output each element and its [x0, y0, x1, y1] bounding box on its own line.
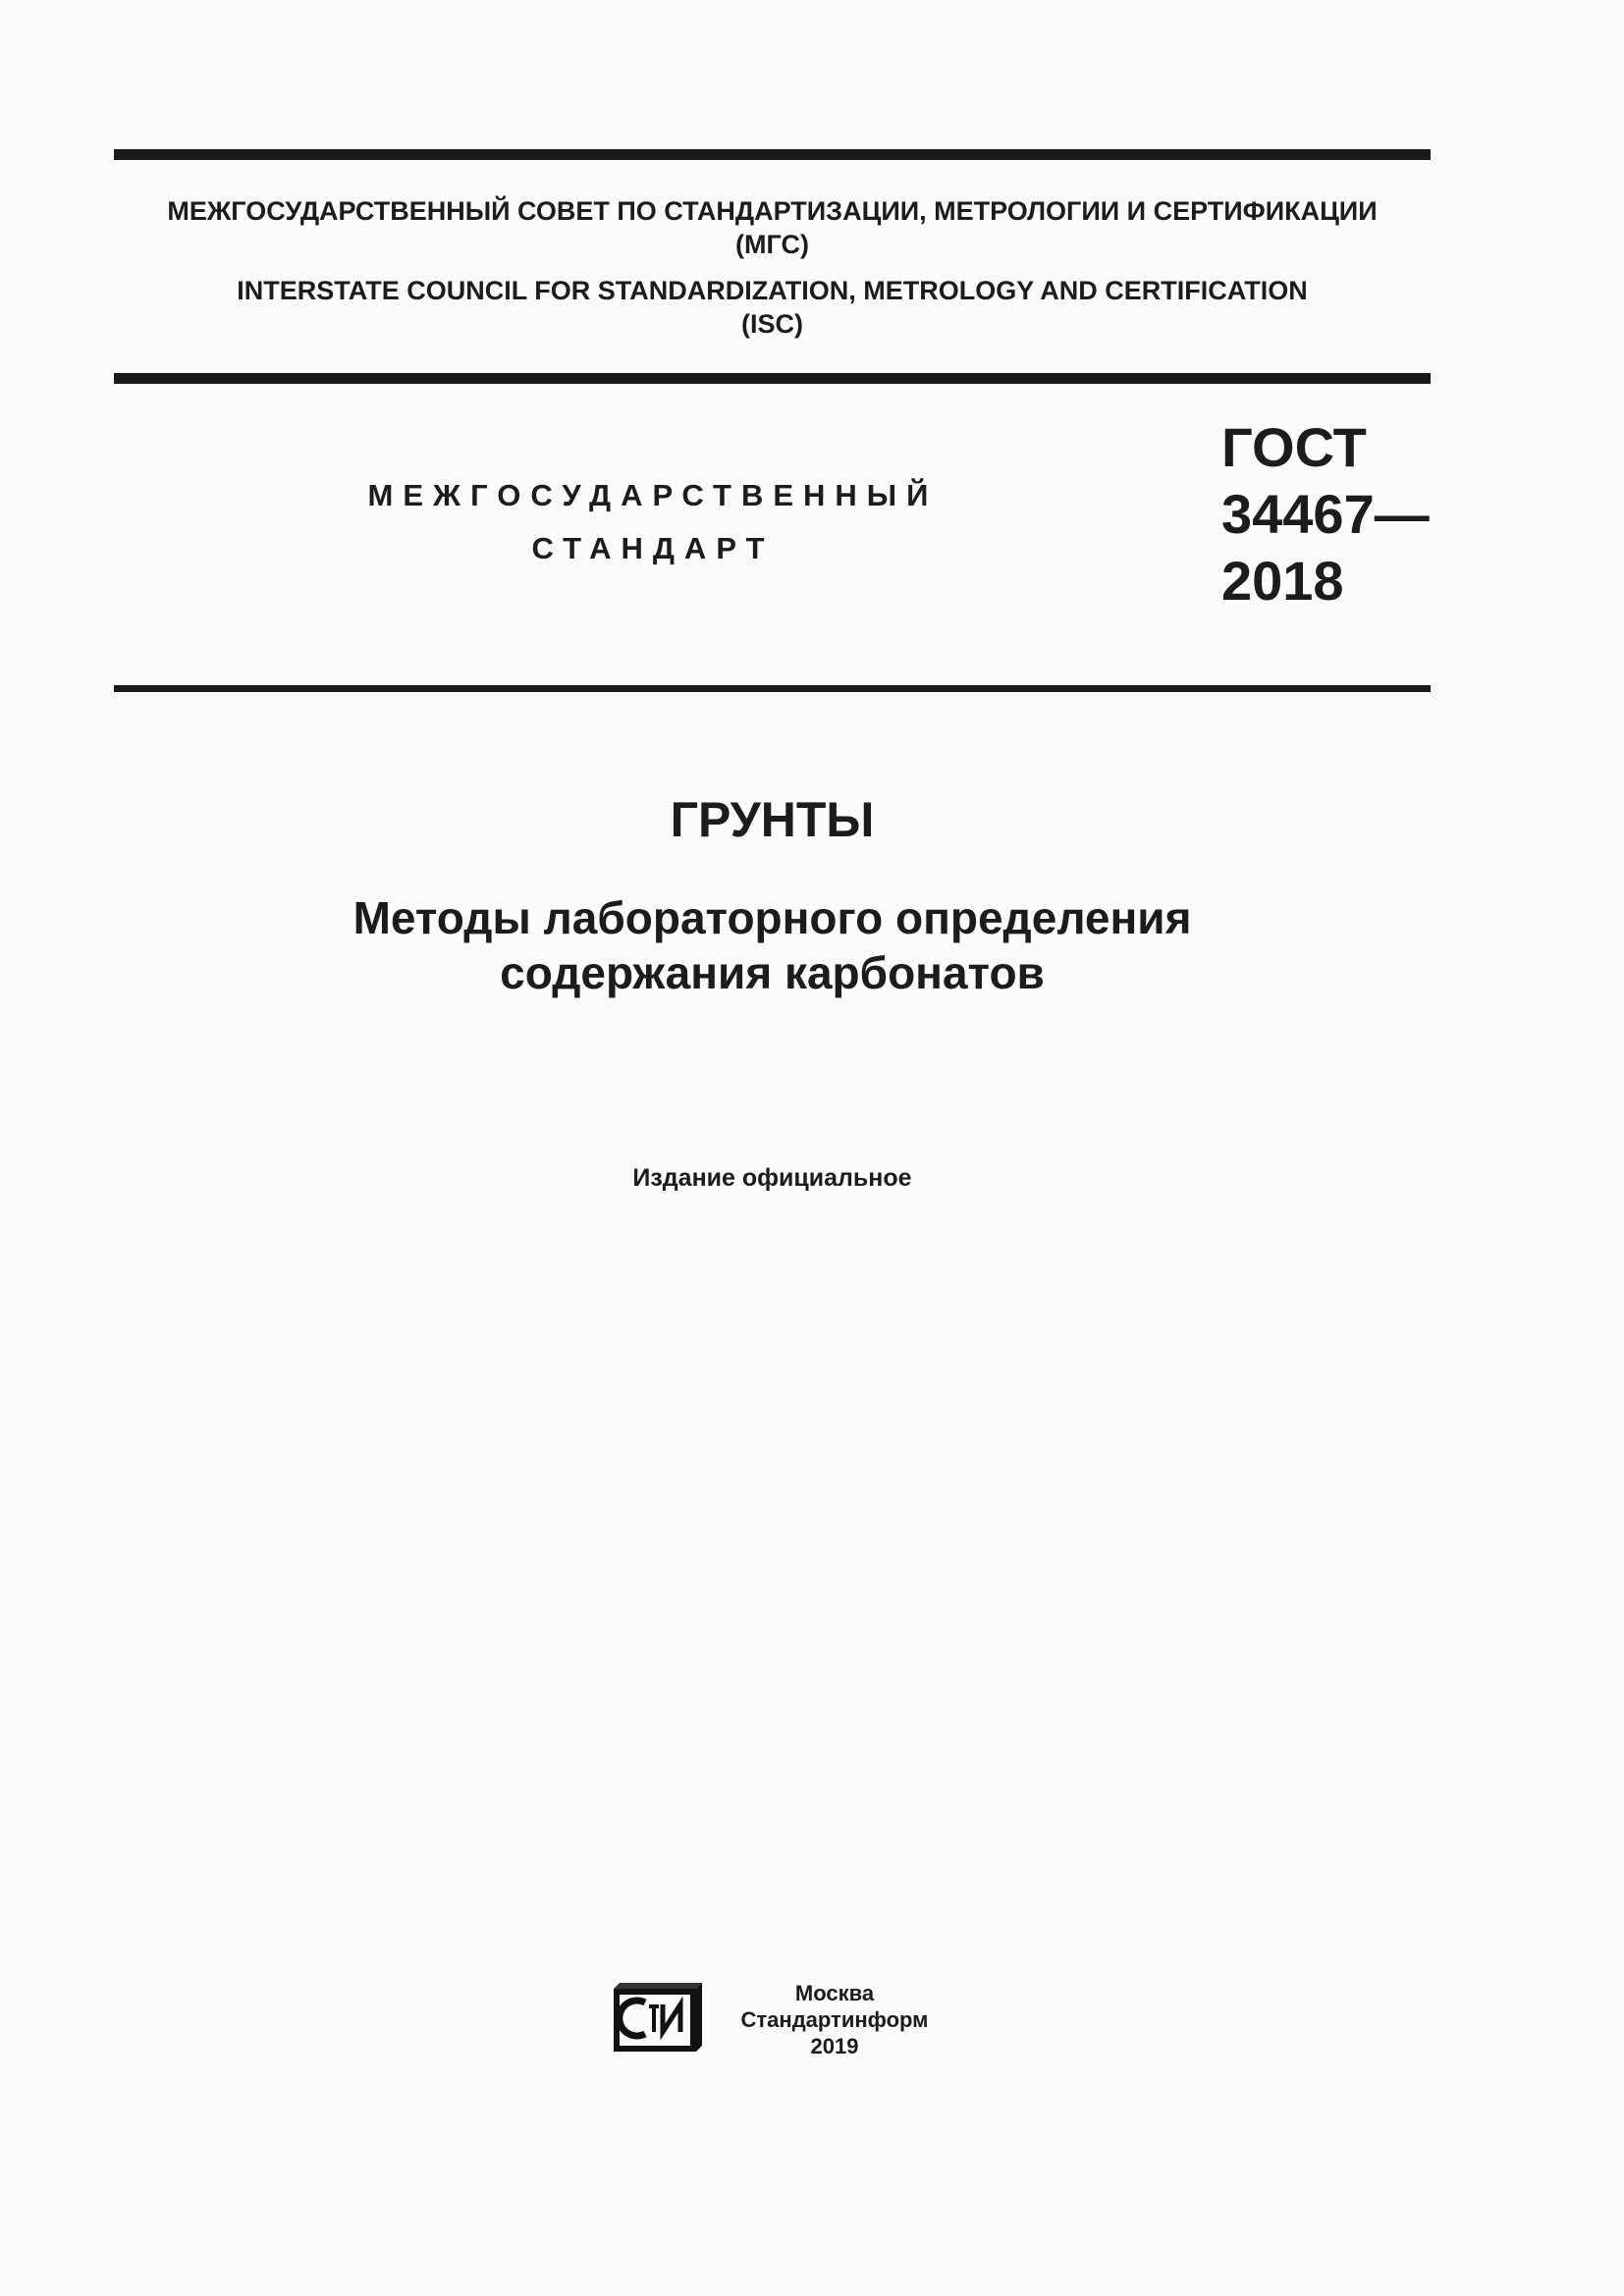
subtitle-line2: содержания карбонатов — [500, 947, 1045, 998]
edition-note: Издание официальное — [632, 1164, 912, 1192]
standard-kind-line2: СТАНДАРТ — [531, 531, 775, 565]
bottom-rule — [114, 685, 1431, 692]
standartinform-logo-icon — [612, 1981, 704, 2056]
council-ru-abbr: (МГС) — [735, 230, 809, 259]
publisher-name: Стандартинформ — [740, 2007, 929, 2032]
council-ru-line1: МЕЖГОСУДАРСТВЕННЫЙ СОВЕТ ПО СТАНДАРТИЗАЦИИ, МЕТРОЛОГИИ И СЕРТИФИКАЦИИ — [167, 196, 1378, 226]
council-name-en — [114, 274, 1431, 341]
council-en-abbr: (ISC) — [741, 309, 803, 339]
top-rule — [114, 149, 1431, 160]
publisher-year: 2019 — [810, 2034, 859, 2058]
standard-designation — [1221, 414, 1437, 614]
publisher-block — [722, 1980, 947, 2059]
standard-kind-line1: МЕЖГОСУДАРСТВЕННЫЙ — [367, 478, 939, 512]
designation-line3: 2018 — [1221, 550, 1344, 612]
publisher-city: Москва — [794, 1981, 875, 2005]
designation-line2: 34467— — [1221, 483, 1430, 545]
council-name-ru — [114, 194, 1431, 261]
document-subtitle — [114, 890, 1431, 1000]
council-en-line1: INTERSTATE COUNCIL FOR STANDARDIZATION, METROLOGY AND CERTIFICATION — [237, 276, 1308, 305]
standard-kind — [324, 469, 982, 575]
document-title: ГРУНТЫ — [670, 792, 875, 847]
middle-rule — [114, 373, 1431, 384]
designation-line1: ГОСТ — [1221, 416, 1367, 478]
subtitle-line1: Методы лабораторного определения — [352, 892, 1192, 943]
